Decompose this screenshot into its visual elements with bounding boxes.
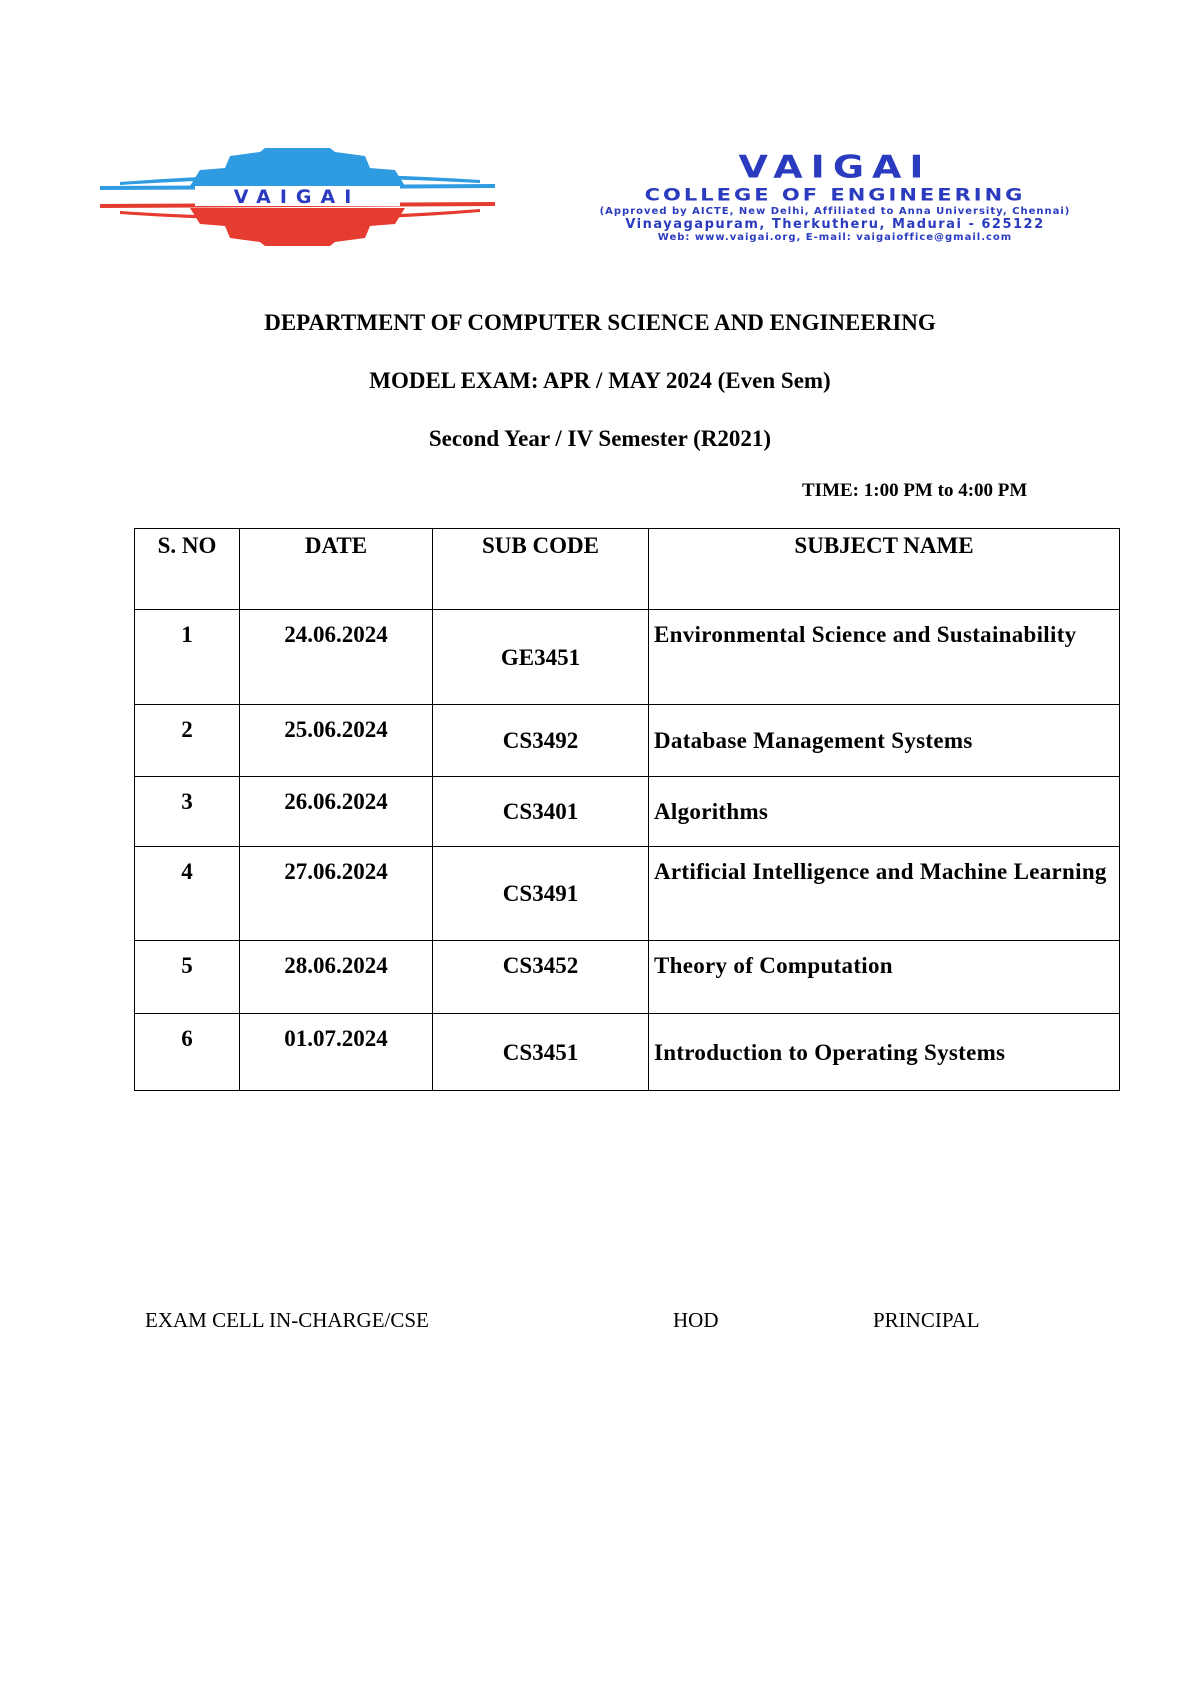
cell-sub-code: GE3451: [433, 610, 649, 705]
logo-text: VAIGAI: [233, 186, 361, 208]
cell-sno: 2: [135, 705, 240, 777]
college-address: Vinayagapuram, Therkutheru, Madurai - 625122: [625, 217, 1045, 232]
cell-date: 28.06.2024: [240, 941, 433, 1014]
exam-time: TIME: 1:00 PM to 4:00 PM: [802, 480, 1028, 501]
table-header-row: [135, 529, 1120, 610]
cell-subject-name: Environmental Science and Sustainability: [649, 610, 1120, 705]
cell-subject-name: Database Management Systems: [649, 705, 1120, 777]
year-heading: Second Year / IV Semester (R2021): [428, 426, 772, 451]
department-heading: DEPARTMENT OF COMPUTER SCIENCE AND ENGINEERING: [264, 310, 936, 335]
column-header-date: DATE: [240, 529, 433, 610]
cell-sno: 3: [135, 777, 240, 847]
college-title-block: [540, 148, 1130, 258]
exam-cell-signature: EXAM CELL IN-CHARGE/CSE: [145, 1308, 429, 1332]
column-header-sno: S. NO: [135, 529, 240, 610]
cell-subject-name: Algorithms: [649, 777, 1120, 847]
cell-sub-code: CS3452: [433, 941, 649, 1014]
column-header-subject-name: SUBJECT NAME: [649, 529, 1120, 610]
cell-sub-code: CS3451: [433, 1014, 649, 1091]
cell-sno: 6: [135, 1014, 240, 1091]
column-header-sub-code: SUB CODE: [433, 529, 649, 610]
cell-date: 26.06.2024: [240, 777, 433, 847]
table-row: [135, 705, 1120, 777]
college-brand: VAIGAI: [738, 148, 932, 186]
table-row: [135, 1014, 1120, 1091]
cell-sno: 5: [135, 941, 240, 1014]
table-row: [135, 941, 1120, 1014]
cell-sub-code: CS3491: [433, 847, 649, 941]
cell-date: 01.07.2024: [240, 1014, 433, 1091]
cell-sub-code: CS3492: [433, 705, 649, 777]
table-row: [135, 777, 1120, 847]
table-row: [135, 610, 1120, 705]
cell-sub-code: CS3401: [433, 777, 649, 847]
principal-signature: PRINCIPAL: [873, 1308, 980, 1332]
cell-sno: 4: [135, 847, 240, 941]
college-name: COLLEGE OF ENGINEERING: [644, 185, 1026, 205]
cell-sno: 1: [135, 610, 240, 705]
hod-signature: HOD: [673, 1308, 719, 1332]
college-contact: Web: www.vaigai.org, E-mail: vaigaioffice@gmail.com: [657, 232, 1013, 243]
exam-timetable: [134, 528, 1120, 1091]
college-approval: (Approved by AICTE, New Delhi, Affiliated to Anna University, Chennai): [599, 206, 1071, 217]
college-header: [100, 148, 1130, 258]
cell-subject-name: Introduction to Operating Systems: [649, 1014, 1120, 1091]
table-row: [135, 847, 1120, 941]
cell-date: 25.06.2024: [240, 705, 433, 777]
vaigai-gear-logo: [100, 148, 495, 248]
cell-date: 24.06.2024: [240, 610, 433, 705]
cell-date: 27.06.2024: [240, 847, 433, 941]
cell-subject-name: Artificial Intelligence and Machine Learning: [649, 847, 1120, 941]
exam-heading: MODEL EXAM: APR / MAY 2024 (Even Sem): [369, 368, 831, 393]
cell-subject-name: Theory of Computation: [649, 941, 1120, 1014]
